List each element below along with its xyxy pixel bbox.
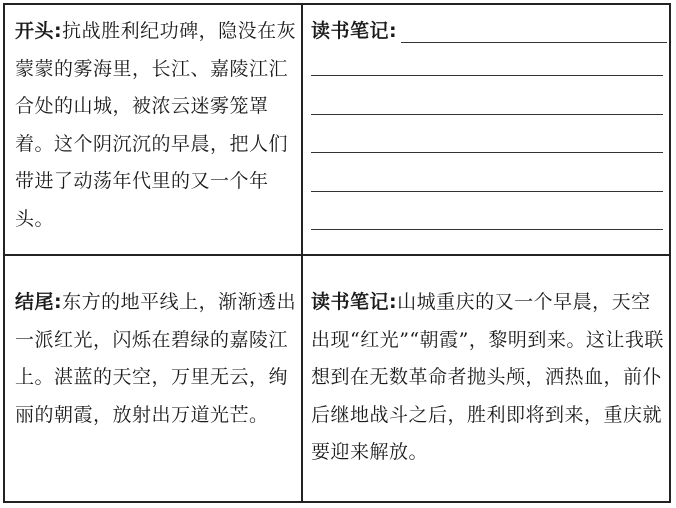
ending-text: 东方的地平线上，渐渐透出一派红光，闪烁在碧绿的嘉陵江上。湛蓝的天空，万里无云，绚丽的朝霞，放射出万道光芒。 bbox=[15, 291, 297, 426]
horizontal-divider bbox=[5, 254, 669, 256]
reading-notes-blank-cell bbox=[311, 13, 667, 51]
reading-notes-filled-colon: : bbox=[389, 291, 398, 313]
writing-line[interactable] bbox=[311, 75, 663, 76]
opening-text: 抗战胜利纪功碑，隐没在灰蒙蒙的雾海里，长江、嘉陵江汇合处的山城，被浓云迷雾笼罩着。这个阴沉沉的早晨，把人们带进了动荡年代里的又一个年头。 bbox=[15, 20, 297, 230]
opening-label: 开头 bbox=[15, 20, 55, 42]
ending-cell bbox=[15, 284, 297, 434]
ending-colon: : bbox=[54, 291, 63, 313]
reading-notes-blank-label: 读书笔记 bbox=[311, 20, 390, 42]
ending-label: 结尾 bbox=[15, 291, 55, 313]
writing-line[interactable] bbox=[311, 191, 663, 192]
writing-line[interactable] bbox=[311, 229, 663, 230]
reading-notes-filled-label: 读书笔记 bbox=[311, 291, 390, 313]
reading-notes-blank-header bbox=[311, 13, 667, 51]
vertical-divider bbox=[301, 5, 303, 501]
reading-notes-filled-cell bbox=[311, 284, 667, 472]
reading-notes-table bbox=[3, 3, 671, 503]
opening-cell bbox=[15, 13, 297, 238]
writing-line[interactable] bbox=[311, 152, 663, 153]
reading-notes-blank-colon: : bbox=[389, 20, 398, 42]
writing-line[interactable] bbox=[311, 114, 663, 115]
reading-notes-filled-text: 山城重庆的又一个早晨，天空出现“红光”“朝霞”，黎明到来。这让我联想到在无数革命者抛头颅，洒热血，前仆后继地战斗之后，胜利即将到来，重庆就要迎来解放。 bbox=[311, 291, 664, 463]
opening-colon: : bbox=[54, 20, 63, 42]
writing-line[interactable] bbox=[401, 17, 667, 43]
